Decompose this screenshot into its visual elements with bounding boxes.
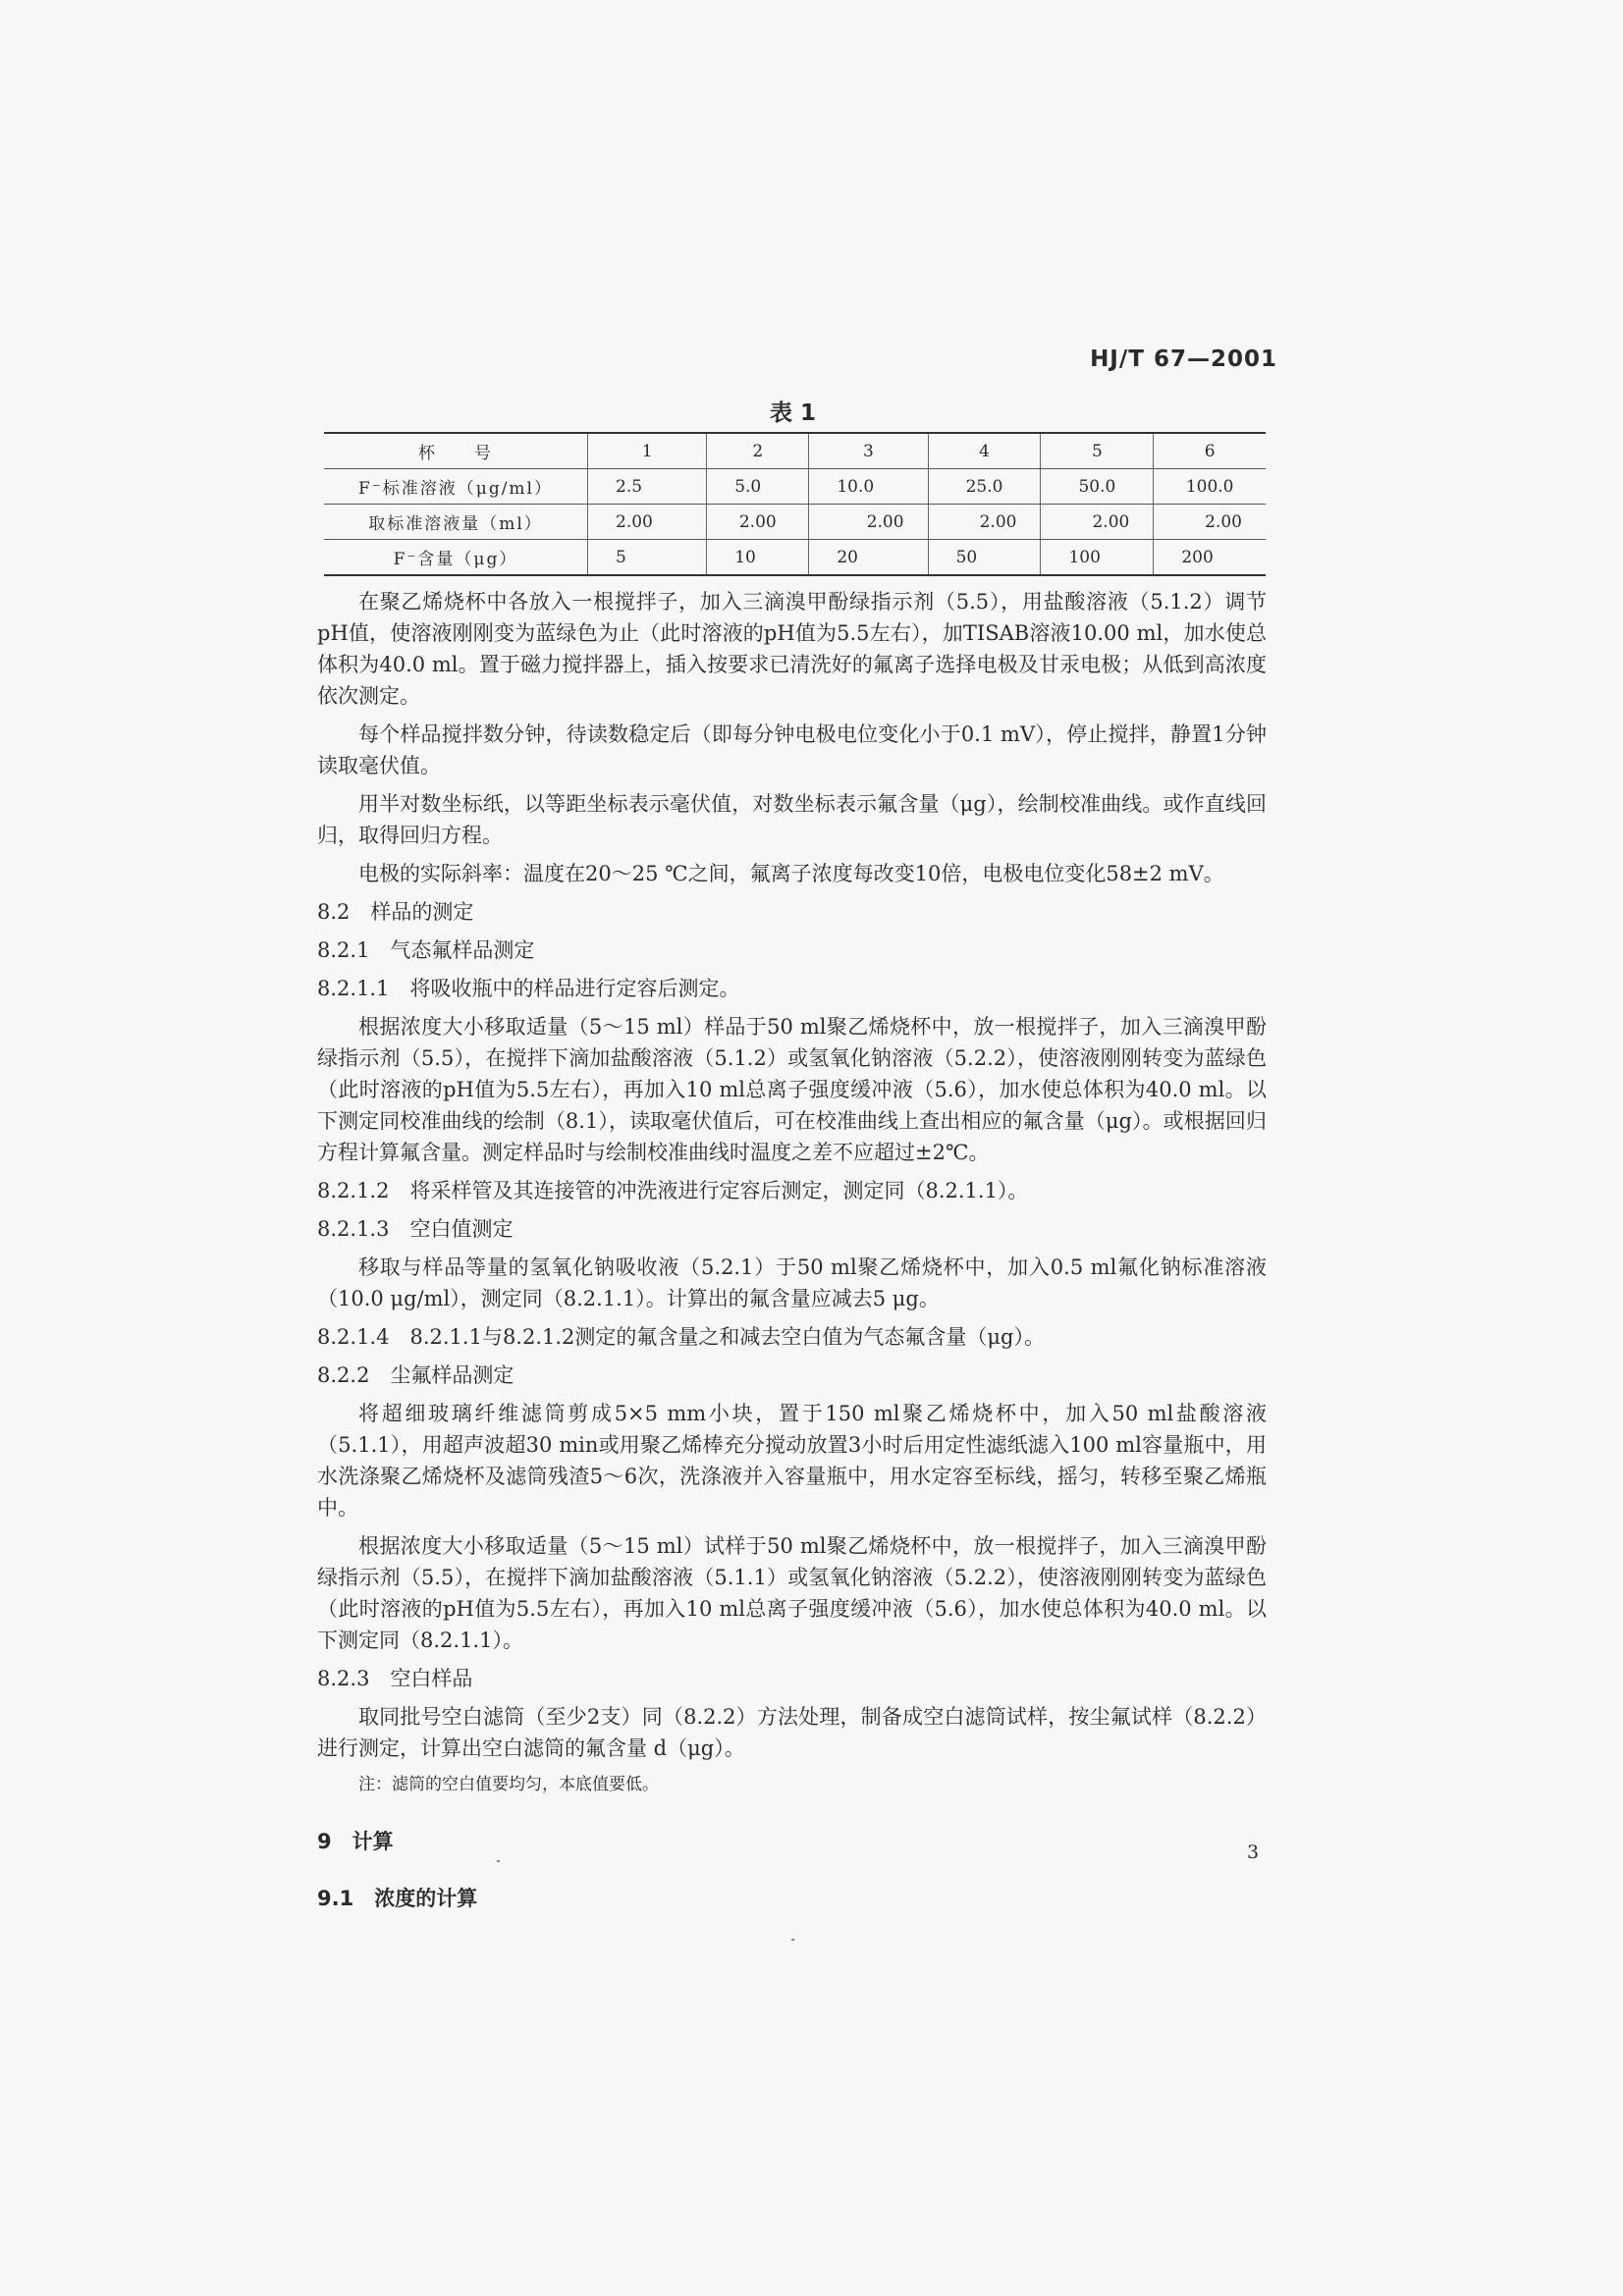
paragraph: 根据浓度大小移取适量（5～15 ml）样品于50 ml聚乙烯烧杯中，放一根搅拌子，加入三滴溴甲酚绿指示剂（5.5），在搅拌下滴加盐酸溶液（5.1.2）或氢氧化钠溶液（5.2.2），使溶液刚刚转变为蓝绿色（此时溶液的pH值为5.5左右），再加入10 ml总离子强度缓冲液（5.6），加水使总体积为40.0 ml。以下测定同校准曲线的绘制（8.1），读取毫伏值后，可在校准曲线上查出相应的氟含量（μg）。或根据回归方程计算氟含量。测定样品时与绘制校准曲线时温度之差不应超过±2℃。 xyxy=(317,1015,1267,1164)
table-cell: 2.00 xyxy=(707,505,809,540)
table-cell: 6 xyxy=(1154,433,1266,469)
table-row xyxy=(324,505,1266,540)
table-cell: 杯 号 xyxy=(324,433,588,469)
table-cell: 5 xyxy=(588,540,707,576)
section-heading: 8.2 样品的测定 xyxy=(317,900,474,924)
note: 注：滤筒的空白值要均匀，本底值要低。 xyxy=(358,1775,659,1794)
table-cell: 3 xyxy=(809,433,928,469)
table-cell: 2.00 xyxy=(1154,505,1266,540)
calibration-table xyxy=(324,432,1266,576)
section-heading: 8.2.2 尘氟样品测定 xyxy=(317,1363,514,1387)
table-cell: 25.0 xyxy=(928,469,1041,505)
section-9-1-title: 9.1 浓度的计算 xyxy=(317,1887,478,1910)
paragraph: 根据浓度大小移取适量（5～15 ml）试样于50 ml聚乙烯烧杯中，放一根搅拌子，加入三滴溴甲酚绿指示剂（5.5），在搅拌下滴加盐酸溶液（5.1.1）或氢氧化钠溶液（5.2.2），使溶液刚刚转变为蓝绿色（此时溶液的pH值为5.5左右），再加入10 ml总离子强度缓冲液（5.6），加水使总体积为40.0 ml。以下测定同（8.2.1.1）。 xyxy=(317,1534,1267,1652)
body-text xyxy=(317,586,1267,1921)
table-cell: 2.00 xyxy=(1041,505,1154,540)
table-cell: F⁻标准溶液（μg/ml） xyxy=(324,469,588,505)
table-row xyxy=(324,469,1266,505)
scan-speck xyxy=(791,1939,794,1941)
clause: 8.2.1.1 将吸收瓶中的样品进行定容后测定。 xyxy=(317,977,740,1000)
paragraph: 电极的实际斜率：温度在20～25 ℃之间，氟离子浓度每改变10倍，电极电位变化58±2 mV。 xyxy=(358,862,1224,885)
paragraph: 在聚乙烯烧杯中各放入一根搅拌子，加入三滴溴甲酚绿指示剂（5.5），用盐酸溶液（5.1.2）调节pH值，使溶液刚刚变为蓝绿色为止（此时溶液的pH值为5.5左右），加TISAB溶液10.00 ml，加水使总体积为40.0 ml。置于磁力搅拌器上，插入按要求已清洗好的氟离子选择电极及甘汞电极；从低到高浓度依次测定。 xyxy=(317,590,1267,708)
paragraph: 移取与样品等量的氢氧化钠吸收液（5.2.1）于50 ml聚乙烯烧杯中，加入0.5 ml氟化钠标准溶液（10.0 μg/ml），测定同（8.2.1.1）。计算出的氟含量应减去5 μg。 xyxy=(317,1255,1267,1310)
paragraph: 用半对数坐标纸，以等距坐标表示毫伏值，对数坐标表示氟含量（μg），绘制校准曲线。或作直线回归，取得回归方程。 xyxy=(317,792,1267,847)
paragraph: 每个样品搅拌数分钟，待读数稳定后（即每分钟电极电位变化小于0.1 mV），停止搅拌，静置1分钟读取毫伏值。 xyxy=(317,722,1267,777)
section-heading: 8.2.1.3 空白值测定 xyxy=(317,1217,514,1241)
table-cell: 1 xyxy=(588,433,707,469)
table-cell: 5 xyxy=(1041,433,1154,469)
paragraph: 将超细玻璃纤维滤筒剪成5×5 mm小块，置于150 ml聚乙烯烧杯中，加入50 ml盐酸溶液（5.1.1），用超声波超30 min或用聚乙烯棒充分搅动放置3小时后用定性滤纸滤入100 ml容量瓶中，用水洗涤聚乙烯烧杯及滤筒残渣5～6次，洗涤液并入容量瓶中，用水定容至标线，摇匀，转移至聚乙烯瓶中。 xyxy=(317,1402,1267,1520)
clause: 8.2.1.2 将采样管及其连接管的冲洗液进行定容后测定，测定同（8.2.1.1）。 xyxy=(317,1179,1029,1202)
table-cell: 取标准溶液量（ml） xyxy=(324,505,588,540)
table-row xyxy=(324,540,1266,576)
standard-code: HJ/T 67—2001 xyxy=(1090,347,1277,372)
table-cell: 5.0 xyxy=(707,469,809,505)
table-caption: 表 1 xyxy=(769,400,816,426)
table-cell: 100 xyxy=(1041,540,1154,576)
table-cell: 200 xyxy=(1154,540,1266,576)
table-cell: 50 xyxy=(928,540,1041,576)
table-cell: 50.0 xyxy=(1041,469,1154,505)
table-row xyxy=(324,433,1266,469)
page-number: 3 xyxy=(1247,1842,1260,1863)
table-cell: 2 xyxy=(707,433,809,469)
scan-speck xyxy=(497,1860,500,1862)
clause: 8.2.1.4 8.2.1.1与8.2.1.2测定的氟含量之和减去空白值为气态氟含量（μg）。 xyxy=(317,1325,1045,1349)
table-cell: 2.00 xyxy=(588,505,707,540)
table-cell: 4 xyxy=(928,433,1041,469)
table-cell: 10.0 xyxy=(809,469,928,505)
section-heading: 8.2.3 空白样品 xyxy=(317,1667,473,1690)
section-9-title: 9 计算 xyxy=(317,1830,394,1853)
table-cell: 2.00 xyxy=(928,505,1041,540)
table-cell: 100.0 xyxy=(1154,469,1266,505)
section-heading: 8.2.1 气态氟样品测定 xyxy=(317,938,535,962)
table-cell: 10 xyxy=(707,540,809,576)
paragraph: 取同批号空白滤筒（至少2支）同（8.2.2）方法处理，制备成空白滤筒试样，按尘氟试样（8.2.2）进行测定，计算出空白滤筒的氟含量 d（μg）。 xyxy=(317,1705,1267,1760)
table-cell: 20 xyxy=(809,540,928,576)
table-cell: F⁻含量（μg） xyxy=(324,540,588,576)
table-cell: 2.00 xyxy=(809,505,928,540)
table-cell: 2.5 xyxy=(588,469,707,505)
